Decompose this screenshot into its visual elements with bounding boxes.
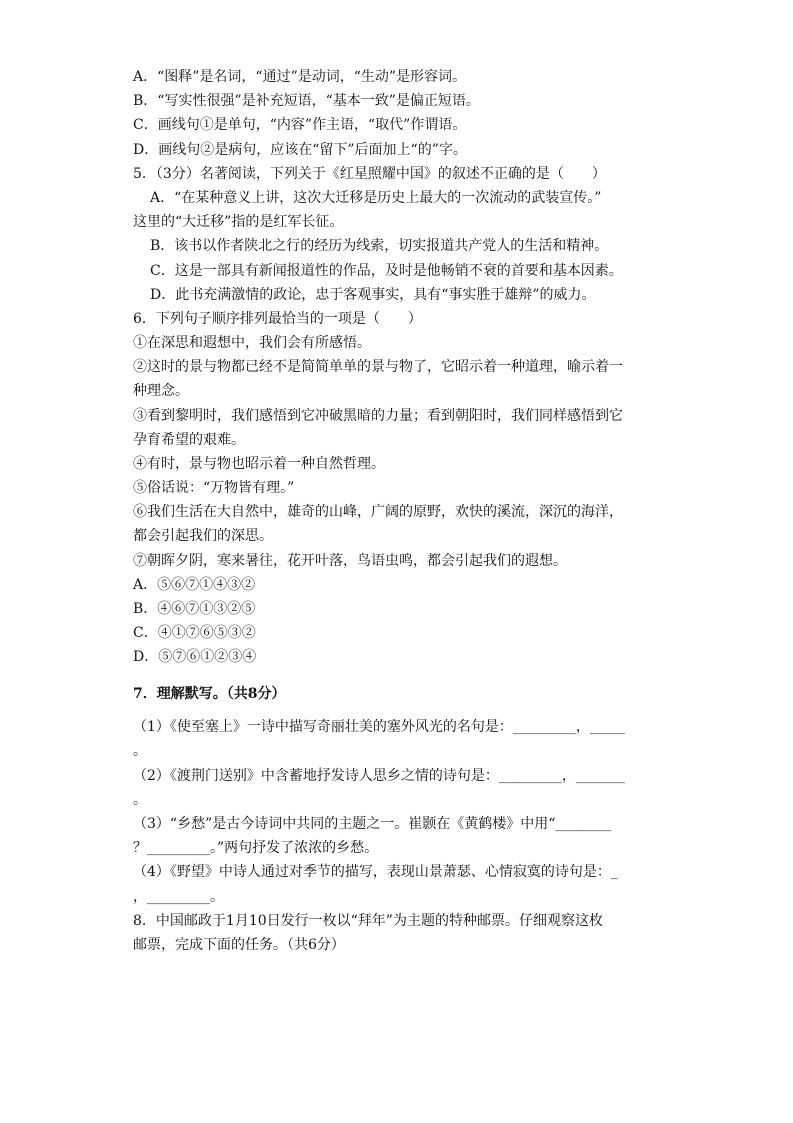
q6-sentence-3-cont: 孕育希望的艰难。 [133, 432, 245, 448]
q5-option-b: B．该书以作者陕北之行的经历为线索，切实报道共产党人的生活和精神。 [150, 238, 609, 254]
q7-heading: 7．理解默写。（共8分） [133, 686, 286, 702]
q8-stem: 8．中国邮政于1月10日发行一枚以“拜年”为主题的特种邮票。仔细观察这枚 [133, 913, 603, 929]
q6-option-c: C．④①⑦⑥⑤③② [133, 625, 256, 641]
q6-sentence-2: ②这时的景与物都已经不是简简单单的景与物了，它昭示着一种道理，喻示着一 [133, 359, 623, 375]
q7-part-2: （2）《渡荆门送别》中含蓄地抒发诗人思乡之情的诗句是：_________，_______ [133, 768, 625, 784]
q7-part-4-cont: ，_________。 [133, 889, 224, 905]
q7-part-2-cont: 。 [133, 792, 147, 808]
q5-option-a-cont: 这里的“大迁移”指的是红军长征。 [133, 214, 344, 230]
q4-option-c: C．画线句①是单句，“内容”作主语，“取代”作谓语。 [133, 117, 467, 133]
q4-option-d: D．画线句②是病句，应该在“留下”后面加上“的”字。 [133, 142, 467, 158]
q6-sentence-2-cont: 种理念。 [133, 383, 189, 399]
q6-sentence-6-cont: 都会引起我们的深思。 [133, 528, 273, 544]
q7-part-1-cont: 。 [133, 743, 147, 759]
q5-stem: 5．（3分）名著阅读，下列关于《红星照耀中国》的叙述不正确的是（ ） [133, 166, 606, 182]
q5-option-a: A．“在某种意义上讲，这次大迁移是历史上最大的一次流动的武装宣传。” [150, 190, 602, 206]
q7-part-3: （3）“乡愁”是古今诗词中共同的主题之一。崔颢在《黄鹤楼》中用“________ [133, 816, 612, 832]
q6-option-b: B．④⑥⑦①③②⑤ [133, 601, 256, 617]
q7-part-1: （1）《使至塞上》一诗中描写奇丽壮美的塞外风光的名句是：_________，_____ [133, 719, 625, 735]
q8-stem-cont: 邮票，完成下面的任务。（共6分） [133, 937, 345, 953]
q5-option-c: C．这是一部具有新闻报道性的作品，及时是他畅销不衰的首要和基本因素。 [150, 263, 623, 279]
q6-sentence-6: ⑥我们生活在大自然中，雄奇的山峰，广阔的原野，欢快的溪流，深沉的海洋， [133, 504, 623, 520]
q6-sentence-7: ⑦朝晖夕阴，寒来暑往，花开叶落，鸟语虫鸣，都会引起我们的遐想。 [133, 553, 567, 569]
q5-option-d: D．此书充满激情的政论，忠于客观事实，具有“事实胜于雄辩”的威力。 [150, 287, 596, 303]
q6-option-a: A．⑤⑥⑦①④③② [133, 577, 256, 593]
q6-sentence-5: ⑤俗话说：“万物皆有理。” [133, 480, 295, 496]
q6-sentence-1: ①在深思和遐想中，我们会有所感悟。 [133, 335, 371, 351]
q6-sentence-3: ③看到黎明时，我们感悟到它冲破黑暗的力量；看到朝阳时，我们同样感悟到它 [133, 408, 623, 424]
q7-part-4: （4）《野望》中诗人通过对季节的描写，表现山景萧瑟、心情寂寞的诗句是：_ [133, 864, 618, 880]
q6-option-d: D．⑤⑦⑥①②③④ [133, 649, 257, 665]
q7-part-3-cont: ？_________。”两句抒发了浓浓的乡愁。 [133, 840, 379, 856]
q4-option-a: A．“图释”是名词，“通过”是动词，“生动”是形容词。 [133, 69, 467, 85]
q6-stem: 6．下列句子顺序排列最恰当的一项是（ ） [133, 311, 422, 327]
q4-option-b: B．“写实性很强”是补充短语，“基本一致”是偏正短语。 [133, 93, 480, 109]
q6-sentence-4: ④有时，景与物也昭示着一种自然哲理。 [133, 456, 385, 472]
